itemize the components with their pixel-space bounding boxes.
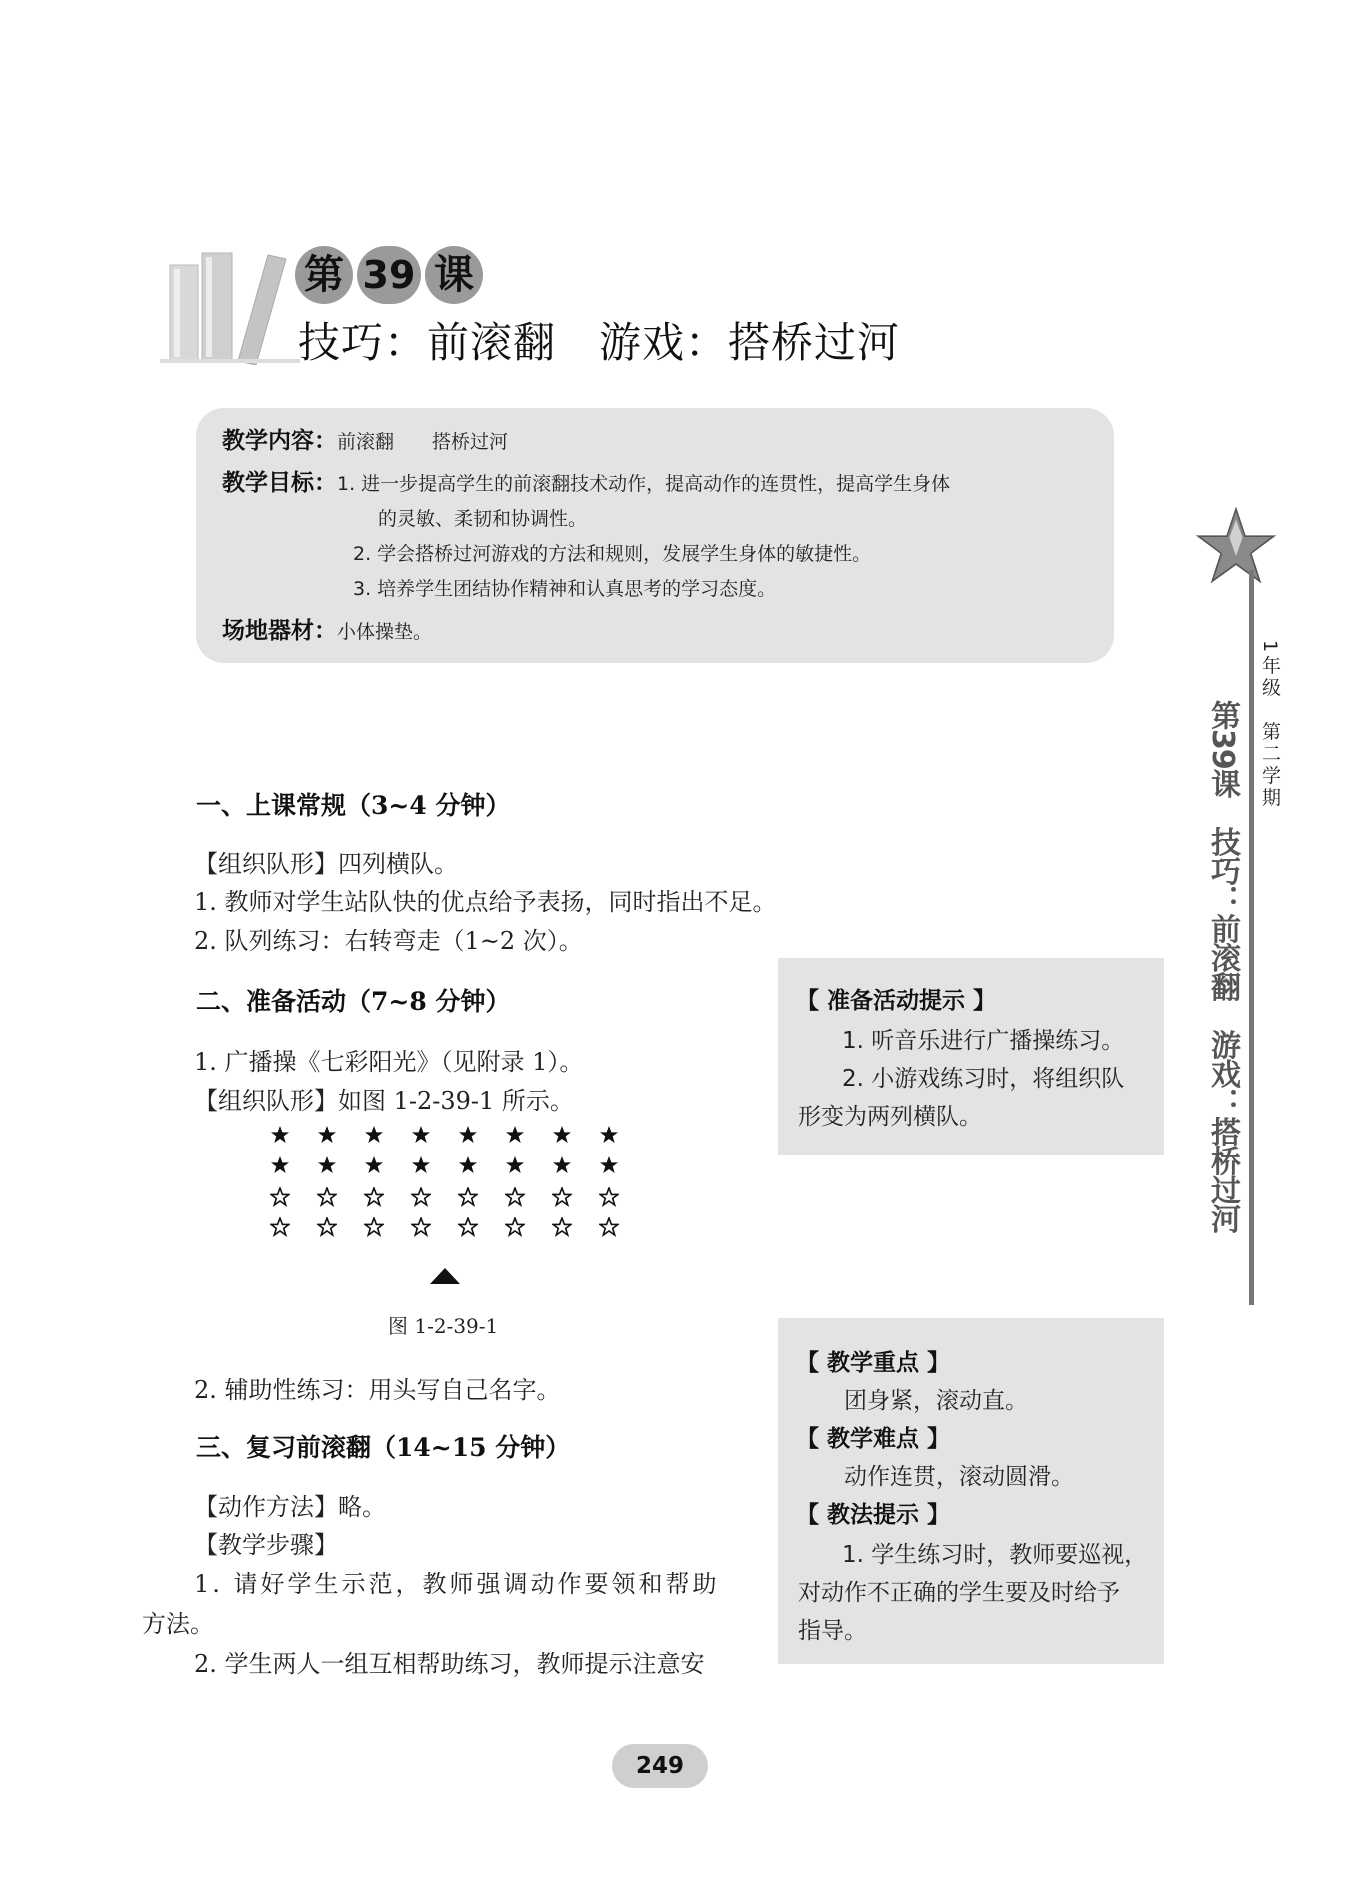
star-icon [1195,505,1277,587]
s3-line-1: 【动作方法】略。 [194,1493,386,1521]
s3-line-2: 【教学步骤】 [194,1531,338,1559]
method-line-3: 指导。 [798,1618,867,1644]
books-graphic [160,245,300,365]
goal-label: 教学目标： [222,470,337,496]
equipment-label: 场地器材： [222,618,337,644]
lesson-suffix: 课 [425,246,483,304]
formation-row-1 [271,1126,618,1143]
lesson-title [295,245,483,305]
goal-row [222,464,950,497]
content-label: 教学内容： [222,428,337,454]
method-line-1: 1. 学生练习时，教师要巡视， [842,1542,1148,1568]
info-box [196,408,1114,663]
prep-tip-line-3: 形变为两列横队。 [798,1104,982,1130]
formation-row-3 [271,1188,618,1205]
s2-line-1: 1. 广播操《七彩阳光》（见附录 1）。 [194,1048,584,1076]
figure-caption: 图 1-2-39-1 [388,1314,499,1338]
goal-line-2: 的灵敏、柔韧和协调性。 [378,508,588,530]
side-grade: 1年级 第二学期 [1259,640,1281,810]
formation-row-4 [271,1218,618,1235]
formation-row-2 [271,1156,618,1173]
difficulty-title: 【 教学难点 】 [796,1426,951,1452]
lesson-prefix: 第 [295,246,353,304]
content-value: 前滚翻 搭桥过河 [337,431,509,453]
difficulty-text: 动作连贯，滚动圆滑。 [844,1464,1074,1490]
section-1-heading: 一、上课常规（3~4 分钟） [196,791,511,820]
side-lesson-title: 第39课 技巧：前滚翻 游戏：搭桥过河 [1205,700,1240,1233]
s2-after-line: 2. 辅助性练习：用头写自己名字。 [194,1376,561,1404]
s3-line-5: 2. 学生两人一组互相帮助练习，教师提示注意安 [194,1650,705,1678]
equipment-value: 小体操垫。 [337,621,433,643]
s2-line-2: 【组织队形】如图 1-2-39-1 所示。 [194,1087,574,1115]
s1-line-1: 【组织队形】四列横队。 [194,850,458,878]
section-2-heading: 二、准备活动（7~8 分钟） [196,987,511,1016]
side-divider [1249,570,1254,1305]
teaching-tip-box [778,1318,1164,1664]
prep-tip-title: 【 准备活动提示 】 [796,988,997,1014]
formation-diagram [270,1125,630,1255]
goal-line-4: 3. 培养学生团结协作精神和认真思考的学习态度。 [353,578,777,600]
method-title: 【 教法提示 】 [796,1502,951,1528]
method-line-2: 对动作不正确的学生要及时给予 [798,1580,1120,1606]
content-row [222,422,508,455]
focus-title: 【 教学重点 】 [796,1350,951,1376]
s3-line-4: 方法。 [142,1610,214,1638]
goal-line-3: 2. 学会搭桥过河游戏的方法和规则，发展学生身体的敏捷性。 [353,543,872,565]
focus-text: 团身紧，滚动直。 [844,1388,1028,1414]
goal-line-1: 1. 进一步提高学生的前滚翻技术动作，提高动作的连贯性，提高学生身体 [337,473,951,495]
prep-tip-box [778,958,1164,1155]
s3-line-3: 1. 请好学生示范，教师强调动作要领和帮助 [194,1570,720,1598]
section-3-heading: 三、复习前滚翻（14~15 分钟） [196,1433,571,1462]
page-number: 249 [612,1744,708,1788]
teacher-triangle-icon [428,1266,462,1286]
prep-tip-line-1: 1. 听音乐进行广播操练习。 [842,1028,1125,1054]
s1-line-2: 1. 教师对学生站队快的优点给予表扬，同时指出不足。 [194,888,777,916]
prep-tip-line-2: 2. 小游戏练习时，将组织队 [842,1066,1125,1092]
lesson-subtitle: 技巧：前滚翻 游戏：搭桥过河 [298,318,901,367]
s1-line-3: 2. 队列练习：右转弯走（1~2 次）。 [194,927,583,955]
lesson-number: 39 [357,246,421,304]
equipment-row [222,612,432,645]
